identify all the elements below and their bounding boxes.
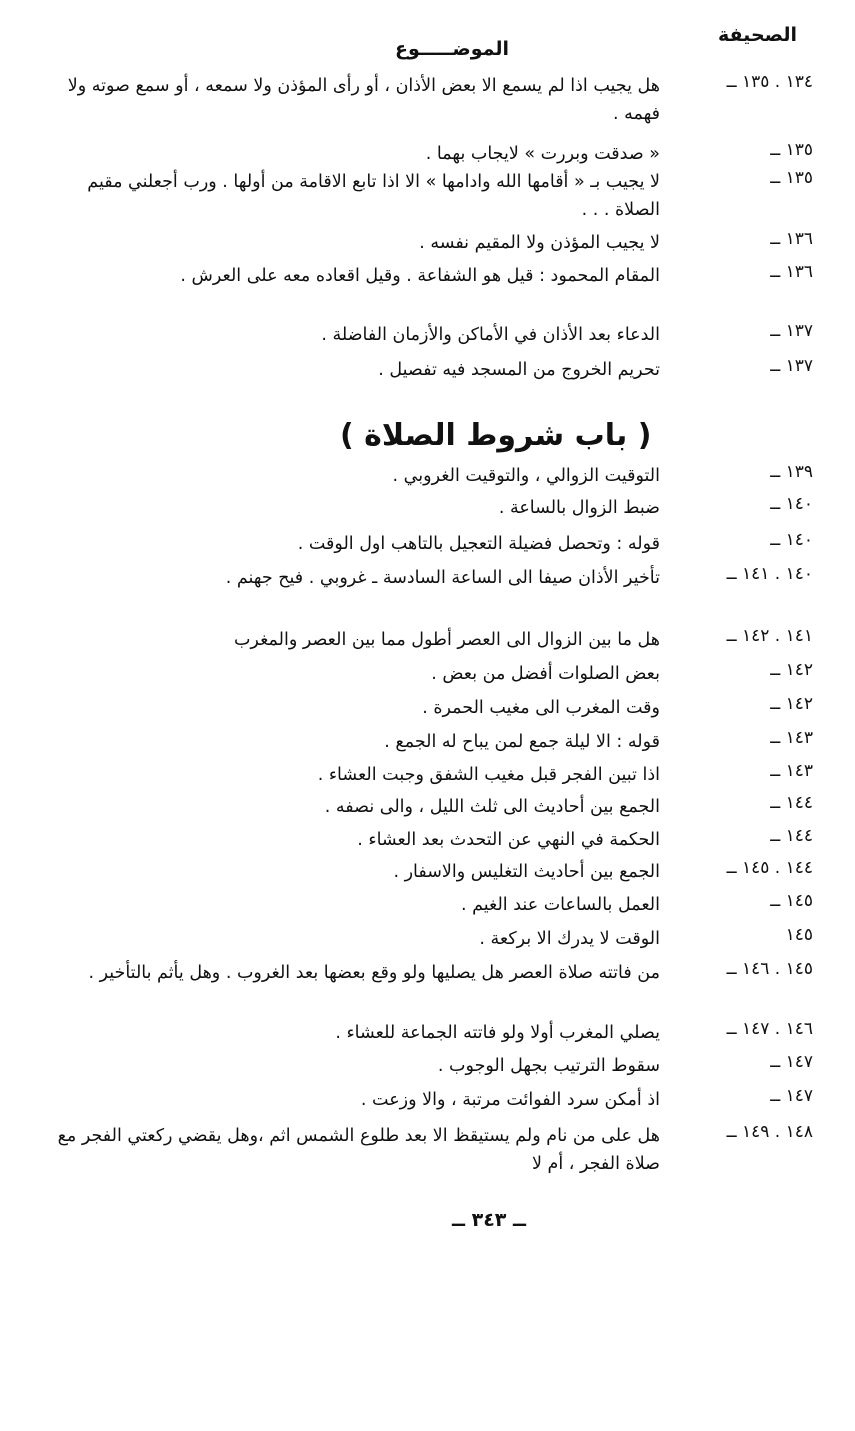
entry-pages: ١٤٧ ــ [770, 1086, 813, 1106]
index-entry [0, 660, 855, 690]
index-entry [0, 858, 855, 888]
entry-pages: ١٤٥ [785, 925, 813, 945]
index-entry [0, 321, 855, 351]
index-entry [0, 168, 855, 220]
index-entry [0, 72, 855, 124]
entry-pages: ١٣٩ ــ [770, 462, 813, 482]
entry-text: من فاتته صلاة العصر هل يصليها ولو وقع بعضها بعد الغروب . وهل يأثم بالتأخير . [88, 963, 660, 983]
index-entry [0, 140, 855, 170]
entry-text: يصلي المغرب أولا ولو فاتته الجماعة للعشاء . [335, 1023, 660, 1043]
entry-text: تأخير الأذان صيفا الى الساعة السادسة ـ غروبي . فيح جهنم . [225, 568, 660, 588]
entry-pages: ١٤٣ ــ [770, 761, 813, 781]
section-title: ( باب شروط الصلاة ) [340, 418, 652, 453]
index-entry [0, 826, 855, 856]
entry-text: اذ أمكن سرد الفوائت مرتبة ، والا وزعت . [360, 1090, 660, 1110]
entry-pages: ١٤٧ ــ [770, 1052, 813, 1072]
index-entry [0, 694, 855, 724]
entry-pages: ١٤٢ ــ [770, 694, 813, 714]
entry-pages: ١٣٥ ــ [770, 140, 813, 160]
entry-text: الجمع بين أحاديث الى ثلث الليل ، والى نصفه . [324, 797, 660, 817]
index-entry [0, 728, 855, 758]
index-entry [0, 494, 855, 524]
entry-pages: ١٤٠ ــ [770, 494, 813, 514]
entry-text: هل على من نام ولم يستيقظ الا بعد طلوع الشمس اثم ،وهل يقضي ركعتي الفجر مع صلاة الفجر ، أم لا [57, 1126, 660, 1174]
entry-text: الحكمة في النهي عن التحدث بعد العشاء . [357, 830, 660, 850]
entry-text: هل يجيب اذا لم يسمع الا بعض الأذان ، أو رأى المؤذن ولا سمعه ، أو سمع صوته ولا فهمه . [67, 76, 660, 124]
entry-pages: ١٣٤ . ١٣٥ ــ [726, 72, 813, 92]
entry-pages: ١٤٠ . ١٤١ ــ [726, 564, 813, 584]
page-number: ــ ٣٤٣ ــ [452, 1209, 527, 1231]
entry-pages: ١٤٦ . ١٤٧ ــ [726, 1019, 813, 1039]
entry-text: وقت المغرب الى مغيب الحمرة . [422, 698, 660, 718]
index-entry [0, 530, 855, 560]
entry-pages: ١٣٦ ــ [770, 229, 813, 249]
entry-text: اذا تبين الفجر قبل مغيب الشفق وجبت العشاء . [317, 765, 660, 785]
entry-pages: ١٤٢ ــ [770, 660, 813, 680]
index-entry [0, 793, 855, 823]
entry-pages: ١٤٤ ــ [770, 826, 813, 846]
entry-text: العمل بالساعات عند الغيم . [460, 895, 660, 915]
index-entry [0, 925, 855, 955]
entry-text: الجمع بين أحاديث التغليس والاسفار . [393, 862, 660, 882]
entry-text: « صدقت وبررت » لايجاب بهما . [425, 144, 660, 164]
index-entry [0, 356, 855, 386]
page-column-header: الصحيفة [717, 24, 797, 46]
index-entry [0, 626, 855, 656]
index-entry [0, 1019, 855, 1049]
topic-column-header: الموضـــــوع [395, 38, 510, 60]
entry-pages: ١٣٦ ــ [770, 262, 813, 282]
entry-text: بعض الصلوات أفضل من بعض . [431, 664, 660, 684]
entry-text: المقام المحمود : قيل هو الشفاعة . وقيل اقعاده معه على العرش . [180, 266, 660, 286]
entry-pages: ١٣٥ ــ [770, 168, 813, 188]
index-entry [0, 891, 855, 921]
entry-pages: ١٤٤ ــ [770, 793, 813, 813]
entry-text: الوقت لا يدرك الا بركعة . [479, 929, 660, 949]
entry-text: سقوط الترتيب بجهل الوجوب . [437, 1056, 660, 1076]
index-entry [0, 959, 855, 989]
entry-text: لا يجيب بـ « أقامها الله وادامها » الا اذا تابع الاقامة من أولها . ورب أجعلني مقيم الصلاة . . . [87, 172, 660, 220]
entry-pages: ١٣٧ ــ [770, 356, 813, 376]
index-entry [0, 1122, 855, 1174]
index-entry [0, 564, 855, 594]
entry-text: قوله : الا ليلة جمع لمن يباح له الجمع . [384, 732, 660, 752]
entry-text: الدعاء بعد الأذان في الأماكن والأزمان الفاضلة . [321, 325, 660, 345]
index-entry [0, 262, 855, 292]
entry-pages: ١٤٠ ــ [770, 530, 813, 550]
entry-text: لا يجيب المؤذن ولا المقيم نفسه . [419, 233, 660, 253]
entry-pages: ١٤١ . ١٤٢ ــ [726, 626, 813, 646]
index-entry [0, 462, 855, 492]
entry-text: هل ما بين الزوال الى العصر أطول مما بين العصر والمغرب [233, 630, 660, 650]
entry-text: تحريم الخروج من المسجد فيه تفصيل . [378, 360, 660, 380]
index-entry [0, 1052, 855, 1082]
entry-pages: ١٤٤ . ١٤٥ ــ [726, 858, 813, 878]
entry-pages: ١٣٧ ــ [770, 321, 813, 341]
entry-pages: ١٤٨ . ١٤٩ ــ [726, 1122, 813, 1142]
index-entry [0, 761, 855, 791]
entry-pages: ١٤٥ ــ [770, 891, 813, 911]
index-entry [0, 1086, 855, 1116]
entry-text: التوقيت الزوالي ، والتوقيت الغروبي . [392, 466, 660, 486]
entry-pages: ١٤٣ ــ [770, 728, 813, 748]
index-entry [0, 229, 855, 259]
entry-text: ضبط الزوال بالساعة . [498, 498, 660, 518]
entry-pages: ١٤٥ . ١٤٦ ــ [726, 959, 813, 979]
entry-text: قوله : وتحصل فضيلة التعجيل بالتاهب اول الوقت . [297, 534, 660, 554]
